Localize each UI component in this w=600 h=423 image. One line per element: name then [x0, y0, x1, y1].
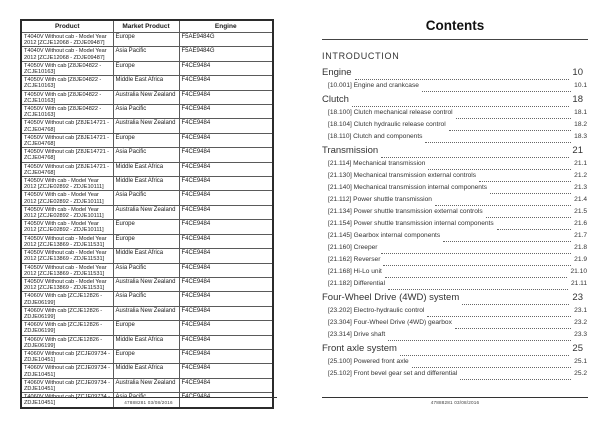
toc-entry-page: 21.9	[574, 256, 587, 263]
cell-market: Asia Pacific	[113, 105, 179, 119]
cell-market: Australia New Zealand	[113, 119, 179, 133]
toc-entry	[322, 292, 588, 307]
cell-product: T4060V Without cab [ZCJE09734 - ZDJE10451]	[21, 349, 113, 363]
cell-engine: F4CE9484	[179, 76, 273, 90]
toc-dot-leader	[449, 130, 572, 131]
toc-entry-label: Clutch	[322, 94, 349, 105]
toc-entry	[322, 244, 588, 256]
toc-entry-label: [25.102] Front bevel gear set and differential	[328, 370, 458, 377]
toc-entry-page: 21.8	[574, 244, 587, 251]
toc-entry-page: 18.1	[574, 109, 587, 116]
cell-market: Europe	[113, 61, 179, 75]
cell-market: Middle East Africa	[113, 76, 179, 90]
toc-entry-label: [21.112] Power shuttle transmission	[328, 196, 432, 203]
cell-product: T4040V Without cab - Model Year 2012 [ZCJE12068 - ZDJE09487]	[21, 47, 113, 61]
table-row	[21, 105, 273, 119]
cell-engine: F4CE9484	[179, 133, 273, 147]
table-row	[21, 292, 273, 306]
cell-engine: F4CE9484	[179, 90, 273, 104]
cell-engine: F4CE9484	[179, 378, 273, 392]
cell-engine: F4CE9484	[179, 349, 273, 363]
toc-entry-page: 25.2	[574, 370, 587, 377]
toc-dot-leader	[381, 157, 569, 158]
toc-entry	[322, 94, 588, 109]
table-row	[21, 234, 273, 248]
column-header-product: Product	[21, 20, 113, 33]
toc-entry	[322, 331, 588, 343]
product-table	[20, 19, 274, 409]
toc-entry-page: 21.1	[574, 160, 587, 167]
cell-product: T4050V Without cab - Model Year 2012 [ZCJE13869 - ZDJE11531]	[21, 249, 113, 263]
toc-entry-page: 23.1	[574, 307, 587, 314]
toc-entry-label: [21.140] Mechanical transmission internal components	[328, 184, 488, 191]
cell-market: Asia Pacific	[113, 47, 179, 61]
cell-product: T4050V Without cab [Z8JE14721 - ZCJE04768]	[21, 133, 113, 147]
left-page-footer-rule	[20, 397, 277, 405]
toc-entry	[322, 67, 588, 82]
toc-dot-leader	[435, 205, 571, 206]
toc-section-heading	[322, 51, 588, 67]
toc-entry	[322, 208, 588, 220]
toc-entry	[322, 172, 588, 184]
table-row	[21, 349, 273, 363]
toc-entry	[322, 145, 588, 160]
toc-entry-label: [10.001] Engine and crankcase	[328, 82, 419, 89]
toc-dot-leader	[388, 340, 571, 341]
cell-market: Australia New Zealand	[113, 378, 179, 392]
cell-product: T4060V With cab [ZCJE12826 - ZDJE06199]	[21, 292, 113, 306]
toc-entry-label: [21.145] Gearbox internal components	[328, 232, 441, 239]
toc-dot-leader	[460, 379, 571, 380]
toc-dot-leader	[428, 169, 571, 170]
table-row	[21, 378, 273, 392]
toc-dot-leader	[462, 304, 569, 305]
right-page-footer-text: 47888281 03/08/2016	[430, 400, 480, 405]
toc-dot-leader	[388, 289, 568, 290]
cell-engine: F4CE9484	[179, 306, 273, 320]
cell-product: T4050V With cab [Z8JE04822 - ZCJE10163]	[21, 61, 113, 75]
cell-market: Australia New Zealand	[113, 306, 179, 320]
cell-product: T4060V Without cab [ZCJE09734 - ZDJE10451]	[21, 364, 113, 378]
toc-entry-page: 23.2	[574, 319, 587, 326]
product-table-body	[21, 33, 273, 408]
cell-engine: F5AE9484G	[179, 47, 273, 61]
toc-entry-label: [21.182] Differential	[328, 280, 386, 287]
toc-entry-page: 23	[572, 292, 583, 303]
toc-entry	[322, 133, 588, 145]
cell-market: Middle East Africa	[113, 335, 179, 349]
cell-market: Europe	[113, 220, 179, 234]
product-list-page	[20, 19, 274, 409]
left-page-footer-text: 47888281 03/08/2016	[124, 400, 173, 405]
cell-engine: F4CE9484	[179, 393, 273, 408]
toc-entry-page: 25	[572, 343, 583, 354]
toc-entry	[322, 82, 588, 94]
cell-product: T4060V With cab [ZCJE12826 - ZDJE06199]	[21, 335, 113, 349]
toc-dot-leader	[497, 229, 571, 230]
cell-market: Middle East Africa	[113, 364, 179, 378]
cell-product: T4050V Without cab [Z8JE14721 - ZCJE04768]	[21, 162, 113, 176]
cell-engine: F4CE9484	[179, 335, 273, 349]
table-row	[21, 177, 273, 191]
table-row	[21, 191, 273, 205]
toc-entry-label: [21.134] Power shuttle transmission external controls	[328, 208, 483, 215]
toc-dot-leader	[422, 91, 571, 92]
table-row	[21, 119, 273, 133]
cell-product: T4050V With cab - Model Year 2012 [ZCJE02892 - ZDJE10111]	[21, 191, 113, 205]
cell-product: T4050V Without cab - Model Year 2012 [ZCJE13869 - ZDJE11531]	[21, 263, 113, 277]
table-row	[21, 335, 273, 349]
cell-product: T4050V With cab - Model Year 2012 [ZCJE02892 - ZDJE10111]	[21, 205, 113, 219]
table-row	[21, 220, 273, 234]
cell-market: Australia New Zealand	[113, 205, 179, 219]
toc-entry-label: [18.104] Clutch hydraulic release control	[328, 121, 446, 128]
cell-market: Asia Pacific	[113, 292, 179, 306]
toc-entry	[322, 307, 588, 319]
toc-dot-leader	[427, 316, 571, 317]
toc-entry	[322, 358, 588, 370]
cell-engine: F4CE9484	[179, 249, 273, 263]
toc-entry-page: 10.1	[574, 82, 587, 89]
cell-market: Middle East Africa	[113, 177, 179, 191]
cell-product: T4050V Without cab - Model Year 2012 [ZCJE13869 - ZDJE11531]	[21, 234, 113, 248]
cell-engine: F4CE9484	[179, 277, 273, 291]
toc-dot-leader	[486, 217, 571, 218]
toc-entry-label: [21.168] Hi-Lo unit	[328, 268, 382, 275]
toc-dot-leader	[412, 367, 572, 368]
toc-entry	[322, 184, 588, 196]
toc-entry	[322, 109, 588, 121]
table-row	[21, 277, 273, 291]
table-row	[21, 263, 273, 277]
toc-dot-leader	[479, 181, 571, 182]
cell-market: Australia New Zealand	[113, 90, 179, 104]
table-row	[21, 76, 273, 90]
toc-entry-label: Engine	[322, 67, 352, 78]
toc-entry-label: [21.130] Mechanical transmission external controls	[328, 172, 477, 179]
toc-entry-page: 25.1	[574, 358, 587, 365]
cell-product: T4050V Without cab [Z8JE14721 - ZCJE04768]	[21, 119, 113, 133]
cell-market: Europe	[113, 133, 179, 147]
page-title: Contents	[425, 18, 485, 33]
toc-entry-page: 21.7	[574, 232, 587, 239]
toc-entry	[322, 160, 588, 172]
toc-entry-label: [23.314] Drive shaft	[328, 331, 386, 338]
toc-entry	[322, 220, 588, 232]
cell-product: T4050V Without cab - Model Year 2012 [ZCJE13869 - ZDJE11531]	[21, 277, 113, 291]
toc-entry-page: 21.5	[574, 208, 587, 215]
table-row	[21, 162, 273, 176]
cell-market: Asia Pacific	[113, 263, 179, 277]
cell-product: T4050V With cab [Z8JE04822 - ZCJE10163]	[21, 76, 113, 90]
table-row	[21, 47, 273, 61]
toc-entry-page: 21.10	[570, 268, 587, 275]
toc-entry-page: 21.11	[570, 280, 587, 287]
toc-entry-page: 18	[572, 94, 583, 105]
toc-entry-page: 21.2	[574, 172, 587, 179]
cell-engine: F4CE9484	[179, 148, 273, 162]
toc-entry-page: 10	[572, 67, 583, 78]
cell-engine: F4CE9484	[179, 119, 273, 133]
cell-engine: F4CE9484	[179, 292, 273, 306]
cell-market: Europe	[113, 321, 179, 335]
contents-page	[322, 18, 588, 382]
table-row	[21, 61, 273, 75]
cell-market: Europe	[113, 33, 179, 47]
toc-entry-label: INTRODUCTION	[322, 51, 400, 61]
toc-entry	[322, 268, 588, 280]
toc-dot-leader	[455, 328, 571, 329]
toc-entry-label: [21.154] Power shuttle transmission internal components	[328, 220, 494, 227]
cell-engine: F4CE9484	[179, 220, 273, 234]
table-row	[21, 205, 273, 219]
toc-entry	[322, 232, 588, 244]
toc-dot-leader	[381, 253, 572, 254]
cell-market: Asia Pacific	[113, 191, 179, 205]
toc-entry	[322, 196, 588, 208]
cell-market: Australia New Zealand	[113, 277, 179, 291]
toc-entry	[322, 280, 588, 292]
toc-entry-page: 21.3	[574, 184, 587, 191]
cell-market: Middle East Africa	[113, 162, 179, 176]
toc-dot-leader	[456, 118, 572, 119]
toc-entry-label: Front axle system	[322, 343, 397, 354]
cell-engine: F4CE9484	[179, 61, 273, 75]
cell-engine: F4CE9484	[179, 191, 273, 205]
toc-entry-label: [18.100] Clutch mechanical release control	[328, 109, 453, 116]
cell-product: T4060V With cab [ZCJE12826 - ZDJE06199]	[21, 321, 113, 335]
toc-entry	[322, 121, 588, 133]
toc-dot-leader	[383, 265, 571, 266]
toc-dot-leader	[425, 142, 571, 143]
cell-product: T4050V With cab - Model Year 2012 [ZCJE02892 - ZDJE10111]	[21, 177, 113, 191]
cell-product: T4060V With cab [ZCJE12826 - ZDJE06199]	[21, 306, 113, 320]
toc-entry-page: 18.3	[574, 133, 587, 140]
table-row	[21, 249, 273, 263]
cell-engine: F4CE9484	[179, 234, 273, 248]
toc-dot-leader	[443, 241, 571, 242]
cell-product: T4050V With cab [Z8JE04822 - ZCJE10163]	[21, 90, 113, 104]
cell-engine: F4CE9484	[179, 364, 273, 378]
column-header-engine: Engine	[179, 20, 273, 33]
toc-entry-label: [25.100] Powered front axle	[328, 358, 409, 365]
toc-entry-page: 21.4	[574, 196, 587, 203]
toc-entry-label: [23.304] Four-Wheel Drive (4WD) gearbox	[328, 319, 452, 326]
cell-market: Middle East Africa	[113, 249, 179, 263]
cell-product: T4050V Without cab [Z8JE14721 - ZCJE04768]	[21, 148, 113, 162]
table-row	[21, 321, 273, 335]
column-header-market-product: Market Product	[113, 20, 179, 33]
toc-entry-label: [21.114] Mechanical transmission	[328, 160, 426, 167]
table-row	[21, 364, 273, 378]
table-row	[21, 33, 273, 47]
cell-product: T4060V Without cab [ZCJE09734 - ZDJE10451]	[21, 378, 113, 392]
table-row	[21, 306, 273, 320]
table-row	[21, 133, 273, 147]
table-header-row	[21, 20, 273, 33]
cell-engine: F4CE9484	[179, 105, 273, 119]
cell-engine: F4CE9484	[179, 321, 273, 335]
toc-entry-label: Transmission	[322, 145, 379, 156]
toc-entry	[322, 343, 588, 358]
toc-entry-page: 23.3	[574, 331, 587, 338]
toc-entry-label: [21.160] Creeper	[328, 244, 378, 251]
toc-dot-leader	[490, 193, 571, 194]
table-row	[21, 90, 273, 104]
toc-dot-leader	[400, 355, 569, 356]
right-page-footer-rule	[322, 397, 588, 405]
cell-engine: F4CE9484	[179, 177, 273, 191]
cell-engine: F4CE9484	[179, 205, 273, 219]
toc-entry-label: [23.202] Electro-hydraulic control	[328, 307, 425, 314]
cell-product: T4040V Without cab - Model Year 2012 [ZCJE12068 - ZDJE09487]	[21, 33, 113, 47]
toc-dot-leader	[385, 277, 568, 278]
toc-dot-leader	[352, 106, 569, 107]
toc-entry	[322, 319, 588, 331]
toc-dot-leader	[355, 79, 570, 80]
toc-entry-page: 21	[572, 145, 583, 156]
cell-engine: F5AE9484G	[179, 33, 273, 47]
cell-market: Asia Pacific	[113, 393, 179, 408]
toc-entry	[322, 370, 588, 382]
toc-list	[322, 51, 588, 382]
cell-engine: F4CE9484	[179, 263, 273, 277]
toc-entry	[322, 256, 588, 268]
cell-product: T4050V With cab - Model Year 2012 [ZCJE02892 - ZDJE10111]	[21, 220, 113, 234]
table-row	[21, 148, 273, 162]
toc-entry-page: 18.2	[574, 121, 587, 128]
cell-market: Europe	[113, 349, 179, 363]
cell-product: T4050V With cab [Z8JE04822 - ZCJE10163]	[21, 105, 113, 119]
toc-entry-label: [21.162] Reverser	[328, 256, 381, 263]
toc-entry-page: 21.6	[574, 220, 587, 227]
cell-market: Europe	[113, 234, 179, 248]
toc-entry-label: [18.110] Clutch and components	[328, 133, 423, 140]
cell-engine: F4CE9484	[179, 162, 273, 176]
title-rule	[322, 39, 588, 40]
toc-entry-label: Four-Wheel Drive (4WD) system	[322, 292, 460, 303]
cell-market: Asia Pacific	[113, 148, 179, 162]
cell-product: T4060V Without cab [ZCJE09734 - ZDJE10451]	[21, 393, 113, 408]
